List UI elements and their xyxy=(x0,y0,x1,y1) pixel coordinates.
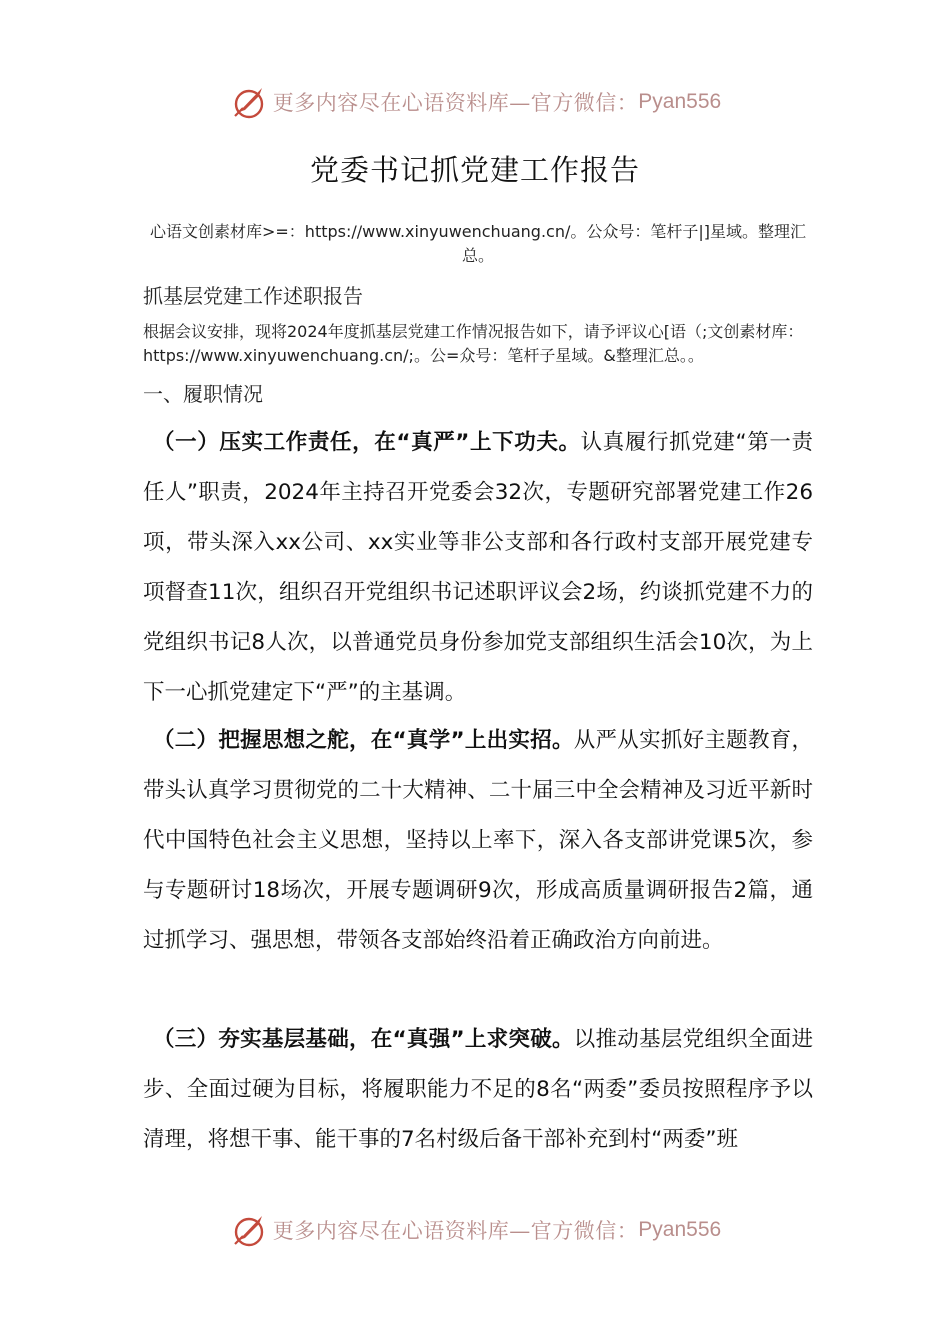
paragraph-3-text: 以推动基层党组织全面进步、全面过硬为目标，将履职能力不足的8名“两委”委员按照程序予以清理，将想干事、能干事的7名村级后备干部补充到村“两委”班 xyxy=(143,1027,813,1152)
intro-paragraph: 根据会议安排，现将2024年度抓基层党建工作情况报告如下，请予评议心[语（;文创素材库：https://www.xinyuwenchuang.cn/;。公=众号：笔杆子星域。&整理汇总。。 xyxy=(143,322,804,365)
section-heading: 一、履职情况 xyxy=(143,382,263,406)
paragraph-1-text: 认真履行抓党建“第一责任人”职责，2024年主持召开党委会32次，专题研究部署党建工作26项，带头深入xx公司、xx实业等非公支部和各行政村支部开展党建专项督查11次，组织召开党组织书记述职评议会2场，约谈抓党建不力的党组织书记8人次，以普通党员身份参加党支部组织生活会10次，为上下一心抓党建定下“严”的主基调。 xyxy=(143,430,814,705)
paragraph-3 xyxy=(143,1015,813,1165)
header-watermark-banner xyxy=(0,80,950,124)
banner-wechat-id: Pyan556 xyxy=(638,1218,722,1241)
banner-wechat-id: Pyan556 xyxy=(638,90,722,113)
quill-logo-icon xyxy=(229,82,269,122)
banner-text: 更多内容尽在心语资料库—官方微信： xyxy=(272,1219,639,1243)
paragraph-1 xyxy=(143,418,813,718)
paragraph-3-lead: （三）夯实基层基础，在“真强”上求突破。 xyxy=(153,1027,574,1052)
banner-text: 更多内容尽在心语资料库—官方微信： xyxy=(272,91,639,115)
paragraph-2-lead: （二）把握思想之舵，在“真学”上出实招。 xyxy=(153,728,574,753)
document-title: 党委书记抓党建工作报告 xyxy=(309,153,640,187)
paragraph-1-lead: （一）压实工作责任，在“真严”上下功夫。 xyxy=(153,430,581,455)
paragraph-2-text: 从严从实抓好主题教育，带头认真学习贯彻党的二十大精神、二十届三中全会精神及习近平新时代中国特色社会主义思想，坚持以上率下，深入各支部讲党课5次，参与专题研讨18场次，开展专题调研9次，形成高质量调研报告2篇，通过抓学习、强思想，带领各支部始终沿着正确政治方向前进。 xyxy=(143,728,813,953)
footer-watermark-banner xyxy=(0,1208,950,1252)
source-line: 心语文创素材库>=：https://www.xinyuwenchuang.cn/。公众号：笔杆子|]星域。整理汇总。 xyxy=(149,222,806,265)
paragraph-2 xyxy=(143,716,813,966)
document-subtitle: 抓基层党建工作述职报告 xyxy=(143,284,363,308)
quill-logo-icon xyxy=(229,1210,269,1250)
